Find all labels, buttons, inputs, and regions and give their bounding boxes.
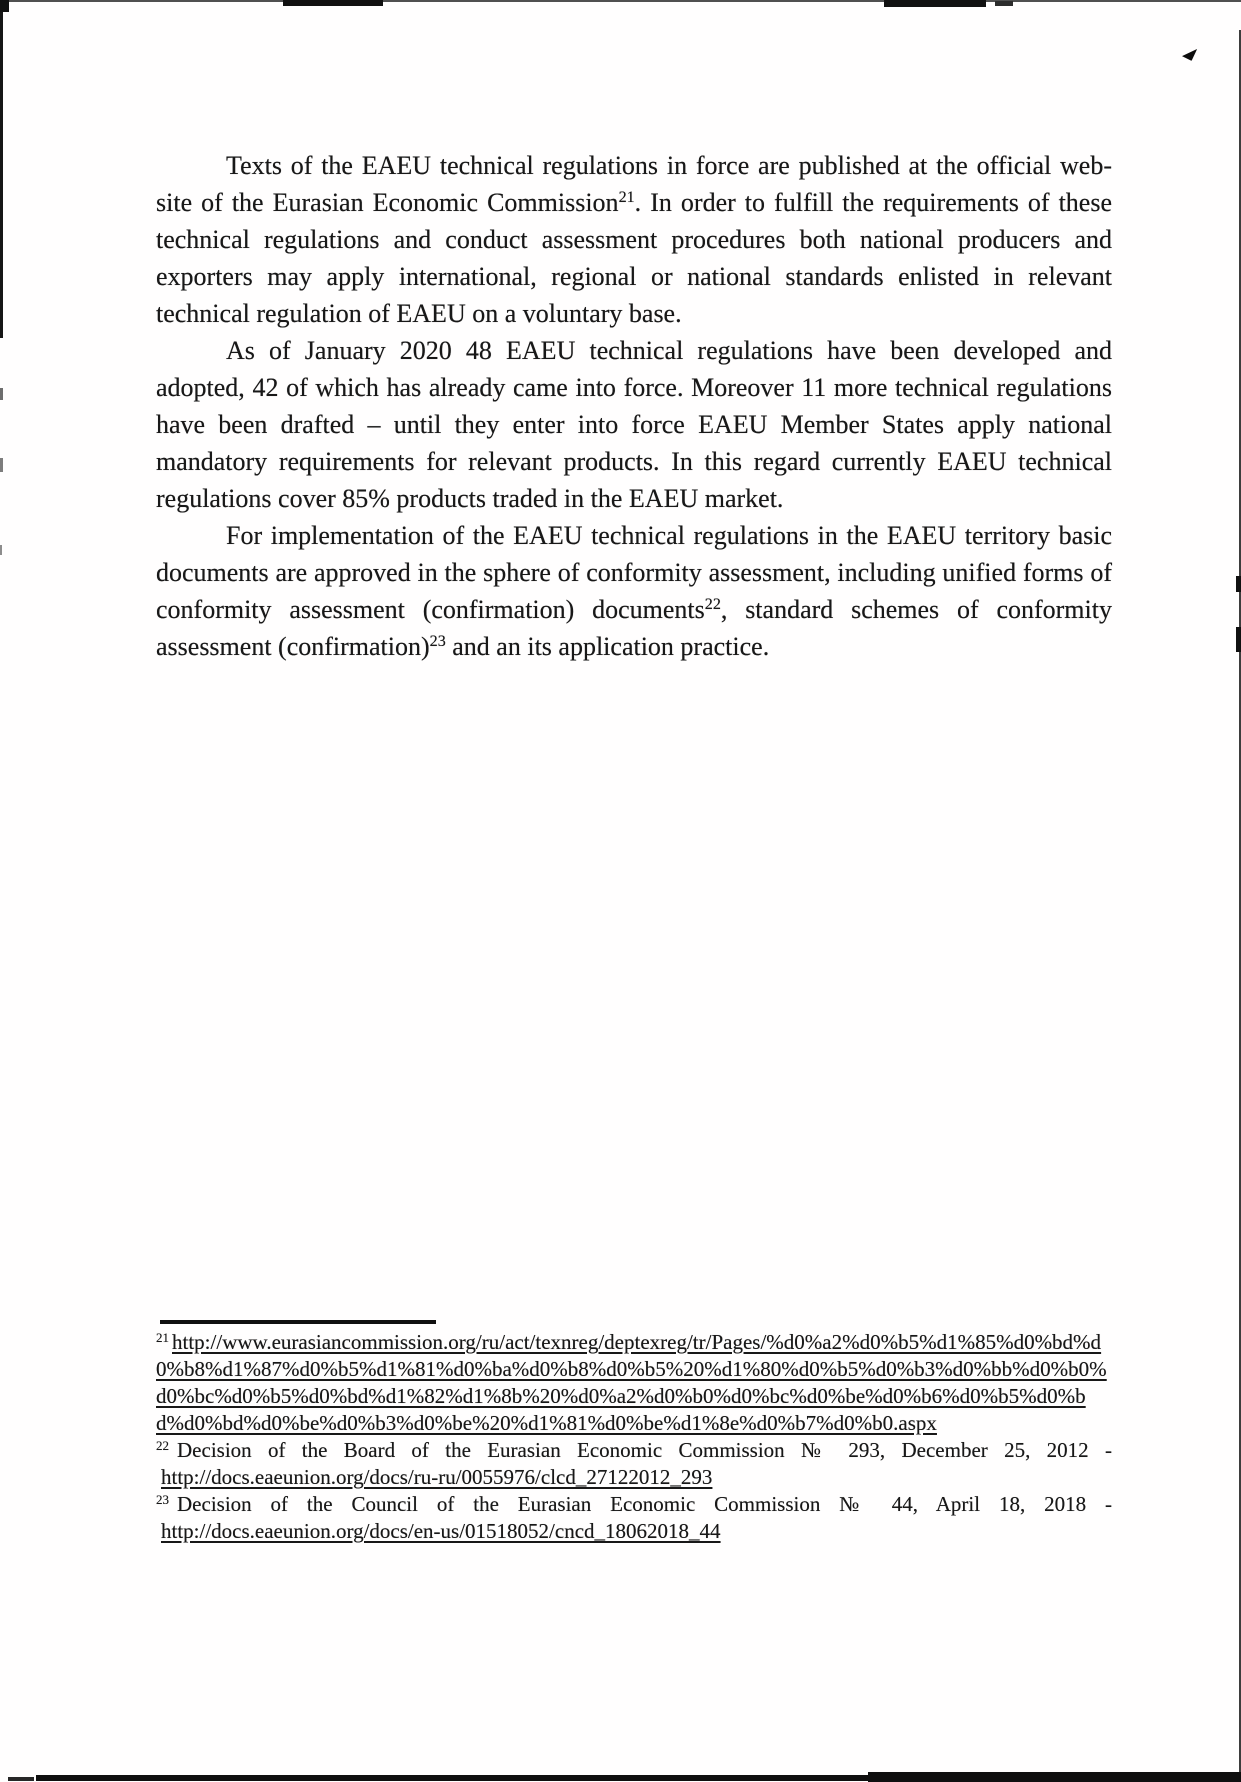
top-edge-scan-line [0, 0, 1241, 2]
top-edge-scan-dash-3 [995, 1, 1013, 6]
footnote-21 [156, 1329, 1112, 1437]
footnote-21-link: http://www.eurasiancommission.org/ru/act/texnreg/deptexreg/tr/Pages/%d0%a2%d0%b5%d1%85%d0%bd%d0%b8%d1%87%d0%b5%d1%81%d0%ba%d0%b8%d0%b5%20%d1%80%d0%b5%d0%b3%d0%bb%d0%b0%d0%bc%d0%b5%d0%bd%d1%82%d1%8b%20%d0%a2%d0%b0%d0%bc%d0%be%d0%b6%d0%b5%d0%bd%d0%bd%d0%be%d0%b3%d0%be%20%d1%81%d0%be%d1%8e%d0%b7%d0%b0.aspx [156, 1330, 1107, 1435]
paragraph-1 [156, 147, 1112, 332]
footnote-21-marker: 21 [156, 1329, 170, 1345]
footnote-22-text: Decision of the Board of the Eurasian Economic Commission № 293, December 25, 2012 - [177, 1438, 1112, 1462]
footnote-22-marker: 22 [156, 1437, 170, 1453]
footnote-separator-rule [160, 1320, 436, 1324]
paragraph-3-text-end: and an its application practice. [445, 632, 770, 661]
ink-speck-mark [1181, 49, 1198, 62]
paragraph-2-text: As of January 2020 48 EAEU technical regulations have been developed and adopted, 42 of which has already came into force. Moreover 11 more technical regulations have been drafted – until they enter into force EAEU Member States apply national mandatory requirements for relevant products. In this regard currently EAEU technical regulations cover 85% products traded in the EAEU market. [156, 336, 1112, 513]
right-edge-scan-mark-1 [1236, 576, 1241, 592]
footnote-22-link: http://docs.eaeunion.org/docs/ru-ru/0055976/clcd_27122012_293 [161, 1465, 713, 1489]
top-edge-scan-dash-1 [283, 0, 383, 6]
footnote-23-link: http://docs.eaeunion.org/docs/en-us/01518052/cncd_18062018_44 [161, 1519, 721, 1543]
left-edge-scan-tick-2 [0, 458, 3, 472]
footnote-ref-23: 23 [429, 633, 446, 651]
left-edge-scan-tick-3 [0, 545, 2, 555]
left-edge-scan-tick-1 [0, 388, 3, 400]
footnote-23 [156, 1491, 1112, 1545]
paragraph-1-text: Texts of the EAEU technical regulations in force are published at the official web-site of the Eurasian Economic Commission [156, 151, 1112, 217]
left-corner-scan-mark [0, 0, 9, 12]
top-edge-scan-dash-2 [884, 0, 986, 7]
footnote-23-marker: 23 [156, 1491, 170, 1507]
footnote-23-text: Decision of the Council of the Eurasian Economic Commission № 44, April 18, 2018 - [177, 1492, 1112, 1516]
paragraph-1-text-cont: . In order to fulfill the requirements of these technical regulations and conduct assessment procedures both national producers and exporters may apply international, regional or national standards enlisted in relevant technical regulation of EAEU on a voluntary base. [156, 188, 1112, 328]
bottom-edge-scan-bar-right [868, 1772, 1241, 1782]
footnote-22 [156, 1437, 1112, 1491]
paragraph-3-text-cont: , standard schemes of conformity assessment (confirmation) [156, 595, 1112, 661]
paragraph-2 [156, 332, 1112, 517]
left-edge-scan-strip [0, 0, 3, 338]
footnote-ref-21: 21 [618, 189, 635, 207]
paragraph-3-text: For implementation of the EAEU technical regulations in the EAEU territory basic documents are approved in the sphere of conformity assessment, including unified forms of conformity assessment (confirmation) documents [156, 521, 1112, 624]
body-text [156, 147, 1112, 665]
paragraph-3 [156, 517, 1112, 665]
footnotes [156, 1329, 1112, 1545]
bottom-edge-scan-dash [8, 1777, 34, 1781]
right-edge-scan-mark-2 [1236, 627, 1241, 652]
footnote-ref-22: 22 [704, 596, 721, 614]
